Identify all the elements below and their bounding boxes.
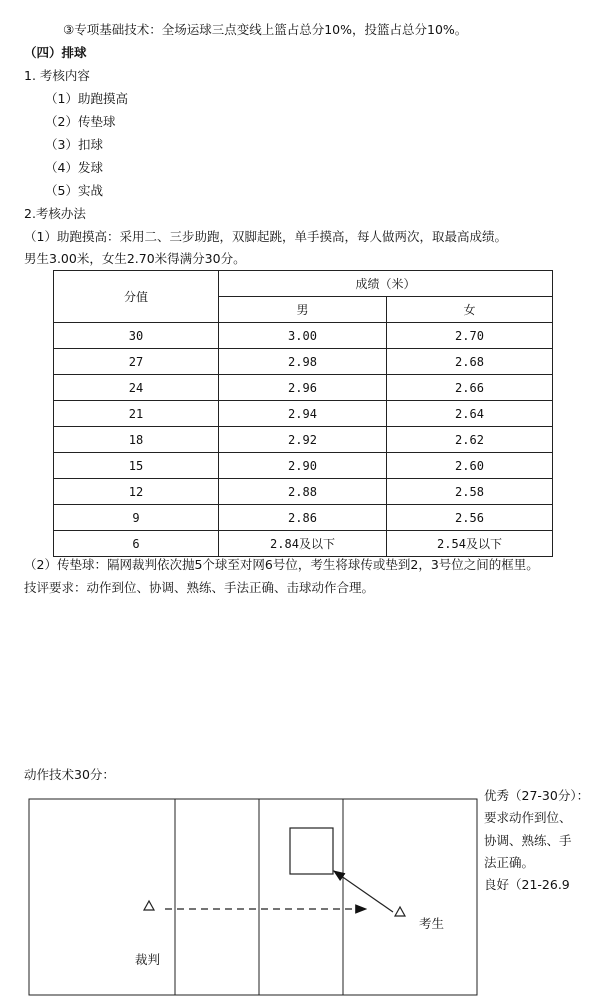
method-heading: 2.考核办法: [24, 206, 86, 221]
referee-label: 裁判: [135, 952, 161, 967]
content-item-4: （4）发球: [45, 160, 103, 175]
content-item-5: （5）实战: [45, 183, 103, 198]
score-table: [53, 270, 553, 557]
method-2-line1: （2）传垫球：隔网裁判依次抛5个球至对网6号位，考生将球传或垫到2，3号位之间的框里。: [24, 557, 539, 572]
header-female: 女: [387, 297, 553, 323]
score-cell: 30: [54, 323, 219, 349]
male-cell: 2.94: [219, 401, 387, 427]
male-cell: 2.84及以下: [219, 531, 387, 557]
header-score: 分值: [54, 271, 219, 323]
grading-note-2: 要求动作到位、: [484, 810, 572, 825]
method-2-line2: 技评要求：动作到位、协调、熟练、手法正确、击球动作合理。: [24, 580, 375, 595]
content-item-2: （2）传垫球: [45, 114, 116, 129]
score-cell: 27: [54, 349, 219, 375]
header-male: 男: [219, 297, 387, 323]
header-result: 成绩（米）: [219, 271, 553, 297]
female-cell: 2.62: [387, 427, 553, 453]
table-row: [54, 427, 553, 453]
female-cell: 2.70: [387, 323, 553, 349]
intro-line: ③专项基础技术：全场运球三点变线上篮占总分10%，投篮占总分10%。: [63, 22, 468, 37]
court-boundary: [29, 799, 477, 995]
table-row: [54, 401, 553, 427]
female-cell: 2.66: [387, 375, 553, 401]
table-row: [54, 323, 553, 349]
male-cell: 2.98: [219, 349, 387, 375]
section-title: （四）排球: [24, 45, 87, 60]
male-cell: 3.00: [219, 323, 387, 349]
table-row: [54, 375, 553, 401]
method-1-line2: 男生3.00米，女生2.70米得满分30分。: [24, 251, 246, 266]
examinee-triangle-icon: [395, 907, 405, 916]
female-cell: 2.58: [387, 479, 553, 505]
content-item-3: （3）扣球: [45, 137, 103, 152]
table-row: [54, 349, 553, 375]
table-row: [54, 531, 553, 557]
score-cell: 6: [54, 531, 219, 557]
male-cell: 2.96: [219, 375, 387, 401]
female-cell: 2.54及以下: [387, 531, 553, 557]
grading-note-4: 法正确。: [484, 855, 535, 870]
male-cell: 2.92: [219, 427, 387, 453]
score-cell: 9: [54, 505, 219, 531]
grading-note-1: 优秀（27-30分）：: [484, 788, 590, 803]
table-row: [54, 453, 553, 479]
score-cell: 18: [54, 427, 219, 453]
female-cell: 2.68: [387, 349, 553, 375]
table-row: [54, 479, 553, 505]
grading-note-3: 协调、熟练、手: [484, 833, 572, 848]
examinee-label: 考生: [419, 916, 445, 931]
score-cell: 12: [54, 479, 219, 505]
female-cell: 2.60: [387, 453, 553, 479]
table-row: [54, 505, 553, 531]
female-cell: 2.56: [387, 505, 553, 531]
target-box: [290, 828, 333, 874]
content-heading: 1. 考核内容: [24, 68, 90, 83]
score-cell: 24: [54, 375, 219, 401]
method-1-line1: （1）助跑摸高：采用二、三步助跑，双脚起跳，单手摸高，每人做两次，取最高成绩。: [24, 229, 507, 244]
female-cell: 2.64: [387, 401, 553, 427]
referee-triangle-icon: [144, 901, 154, 910]
grading-note-5: 良好（21-26.9: [484, 877, 570, 892]
male-cell: 2.86: [219, 505, 387, 531]
content-item-1: （1）助跑摸高: [45, 91, 128, 106]
action-heading: 动作技术30分：: [24, 767, 115, 782]
volleyball-court-diagram: [28, 798, 478, 996]
score-cell: 15: [54, 453, 219, 479]
male-cell: 2.90: [219, 453, 387, 479]
male-cell: 2.88: [219, 479, 387, 505]
score-cell: 21: [54, 401, 219, 427]
